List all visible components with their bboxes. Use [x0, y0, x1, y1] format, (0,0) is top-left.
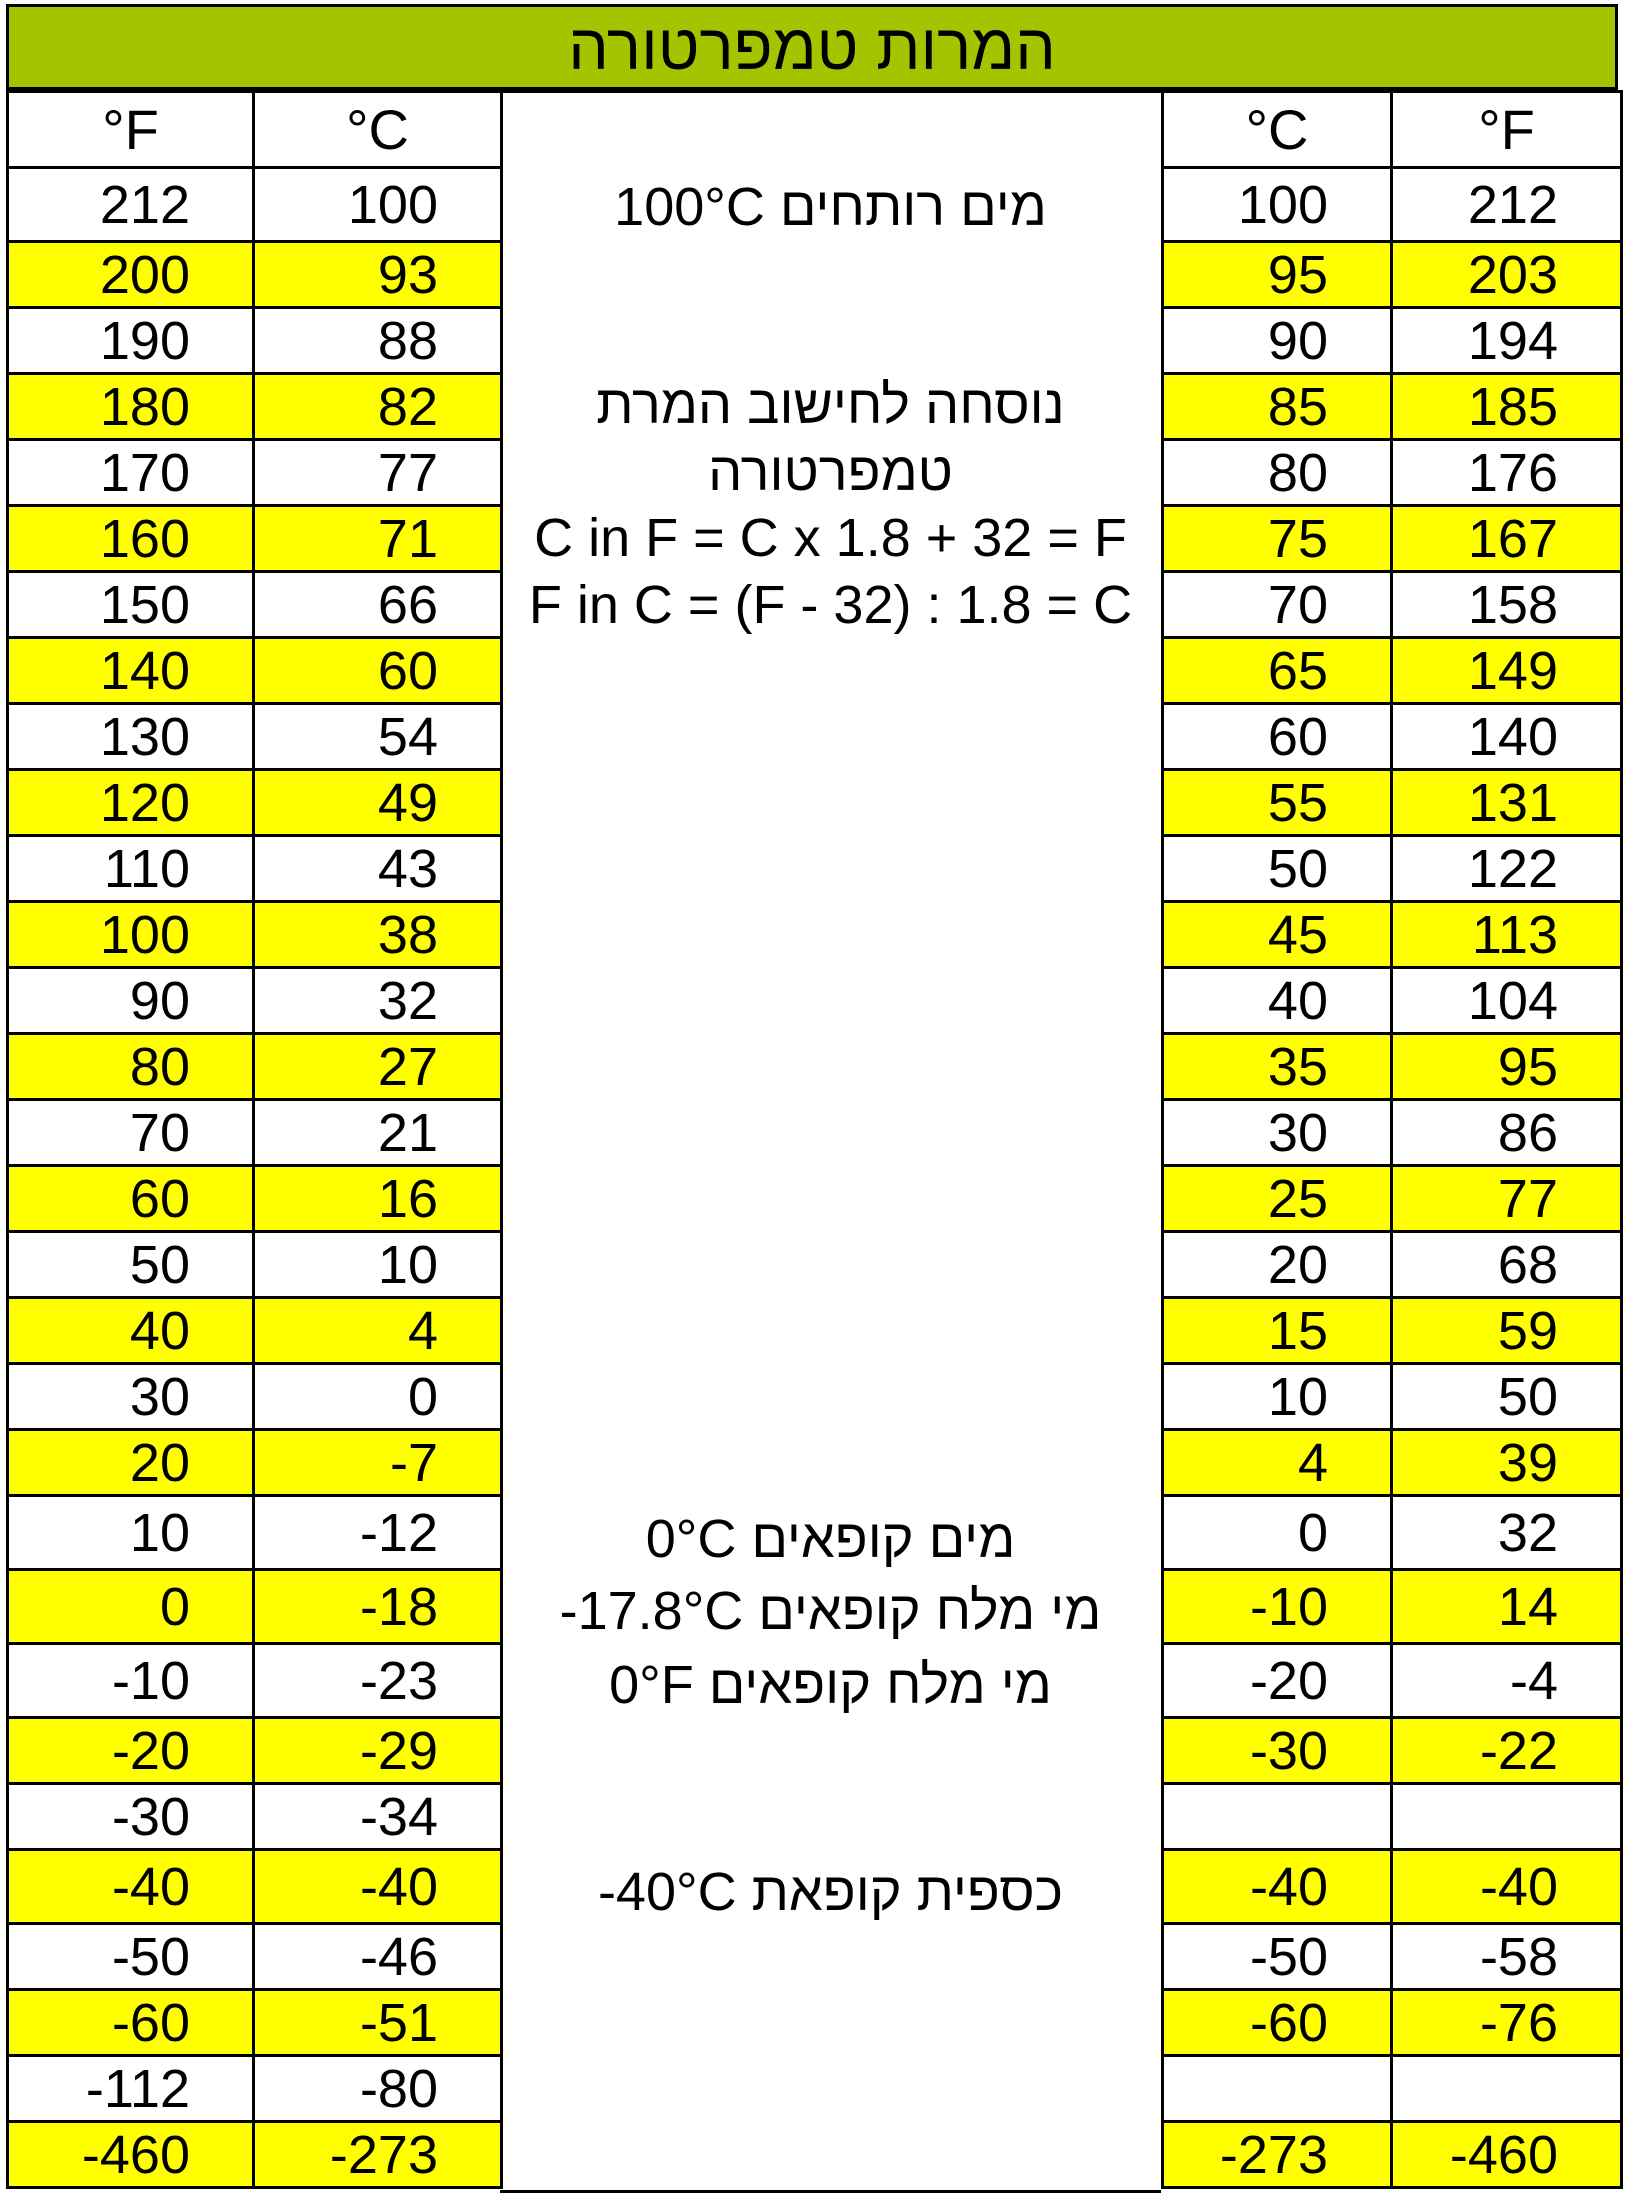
table-row — [8, 1232, 502, 1298]
table-row — [8, 902, 502, 968]
left-conversion-table — [6, 90, 503, 2189]
table-cell: 212 — [8, 168, 254, 242]
table-cell: 122 — [1392, 836, 1622, 902]
table-cell: -20 — [1163, 1644, 1392, 1718]
table-cell: 60 — [8, 1166, 254, 1232]
table-cell: 90 — [1163, 308, 1392, 374]
table-cell: -10 — [1163, 1570, 1392, 1644]
left-table-header-cell: °F — [8, 92, 254, 168]
table-cell: -40 — [1163, 1850, 1392, 1924]
table-cell: 110 — [8, 836, 254, 902]
table-cell: 120 — [8, 770, 254, 836]
table-cell: 194 — [1392, 308, 1622, 374]
note-formula-title-2: טמפרטורה — [708, 442, 953, 502]
table-cell: 176 — [1392, 440, 1622, 506]
table-cell: -46 — [254, 1924, 502, 1990]
table-cell: 70 — [1163, 572, 1392, 638]
note-salt-freezing-c: -17.8°C מי מלח קופאים — [559, 1581, 1102, 1641]
table-cell: 21 — [254, 1100, 502, 1166]
table-cell: 167 — [1392, 506, 1622, 572]
table-cell: -50 — [1163, 1924, 1392, 1990]
right-table-header-cell: °C — [1163, 92, 1392, 168]
table-cell: -22 — [1392, 1718, 1622, 1784]
table-row — [8, 2056, 502, 2122]
table-cell: 35 — [1163, 1034, 1392, 1100]
table-cell: 10 — [8, 1496, 254, 1570]
table-cell: 80 — [8, 1034, 254, 1100]
table-cell: -29 — [254, 1718, 502, 1784]
note-freezing: 0°C מים קופאים — [645, 1509, 1016, 1569]
table-row — [1163, 1850, 1622, 1924]
note-salt-freezing-f: 0°F מי מלח קופאים — [609, 1655, 1052, 1715]
table-cell: 68 — [1392, 1232, 1622, 1298]
table-cell: -18 — [254, 1570, 502, 1644]
table-row — [1163, 1496, 1622, 1570]
table-row — [8, 168, 502, 242]
table-cell: 50 — [1392, 1364, 1622, 1430]
table-cell: -40 — [1392, 1850, 1622, 1924]
table-row — [8, 638, 502, 704]
table-cell: 130 — [8, 704, 254, 770]
table-cell — [1392, 2056, 1622, 2122]
table-cell: 10 — [254, 1232, 502, 1298]
table-cell: -30 — [8, 1784, 254, 1850]
table-cell: 80 — [1163, 440, 1392, 506]
table-cell: 40 — [1163, 968, 1392, 1034]
table-cell: 50 — [8, 1232, 254, 1298]
table-cell: -40 — [254, 1850, 502, 1924]
note-formula-c-to-f: C in F = C x 1.8 + 32 = F — [534, 508, 1127, 568]
table-row — [8, 1298, 502, 1364]
table-row — [8, 1430, 502, 1496]
table-row — [8, 1990, 502, 2056]
table-cell: 158 — [1392, 572, 1622, 638]
table-cell: -20 — [8, 1718, 254, 1784]
table-row — [1163, 1364, 1622, 1430]
table-cell: 4 — [1163, 1430, 1392, 1496]
table-row — [1163, 1298, 1622, 1364]
table-row — [8, 968, 502, 1034]
table-row — [1163, 1430, 1622, 1496]
table-row — [8, 1496, 502, 1570]
table-cell: 113 — [1392, 902, 1622, 968]
table-row — [8, 1100, 502, 1166]
table-cell: 40 — [8, 1298, 254, 1364]
table-cell: 20 — [8, 1430, 254, 1496]
table-cell: 140 — [8, 638, 254, 704]
table-cell: 140 — [1392, 704, 1622, 770]
table-cell: -30 — [1163, 1718, 1392, 1784]
table-row — [8, 1034, 502, 1100]
table-row — [1163, 1100, 1622, 1166]
left-table-header-row — [8, 92, 502, 168]
table-cell: -58 — [1392, 1924, 1622, 1990]
table-cell: 32 — [254, 968, 502, 1034]
table-cell: 95 — [1163, 242, 1392, 308]
table-row — [1163, 704, 1622, 770]
table-cell: 38 — [254, 902, 502, 968]
table-cell: -10 — [8, 1644, 254, 1718]
table-cell: -460 — [1392, 2122, 1622, 2188]
table-row — [8, 308, 502, 374]
table-cell: 88 — [254, 308, 502, 374]
table-cell: 100 — [254, 168, 502, 242]
table-cell: 200 — [8, 242, 254, 308]
table-cell: 100 — [1163, 168, 1392, 242]
table-cell: 59 — [1392, 1298, 1622, 1364]
table-cell: -460 — [8, 2122, 254, 2188]
table-row — [8, 374, 502, 440]
table-cell: -50 — [8, 1924, 254, 1990]
table-row — [1163, 440, 1622, 506]
table-cell: 10 — [1163, 1364, 1392, 1430]
table-cell: 39 — [1392, 1430, 1622, 1496]
table-cell: -7 — [254, 1430, 502, 1496]
table-cell: 203 — [1392, 242, 1622, 308]
table-row — [1163, 1784, 1622, 1850]
table-row — [8, 440, 502, 506]
table-cell: 160 — [8, 506, 254, 572]
table-row — [1163, 1644, 1622, 1718]
table-cell: 180 — [8, 374, 254, 440]
page-title: המרות טמפרטורה — [6, 4, 1618, 90]
table-row — [1163, 1232, 1622, 1298]
table-row — [1163, 506, 1622, 572]
table-row — [1163, 2122, 1622, 2188]
right-table-header-row — [1163, 92, 1622, 168]
table-row — [8, 242, 502, 308]
table-row — [1163, 1034, 1622, 1100]
table-cell: 190 — [8, 308, 254, 374]
table-cell: 71 — [254, 506, 502, 572]
note-boiling: 100°C מים רותחים — [614, 177, 1047, 237]
table-cell: -112 — [8, 2056, 254, 2122]
table-cell: 66 — [254, 572, 502, 638]
table-row — [8, 1924, 502, 1990]
table-cell: 212 — [1392, 168, 1622, 242]
table-cell — [1163, 2056, 1392, 2122]
table-cell: 60 — [1163, 704, 1392, 770]
table-cell: -34 — [254, 1784, 502, 1850]
table-cell: -12 — [254, 1496, 502, 1570]
table-cell: 0 — [1163, 1496, 1392, 1570]
table-cell: 170 — [8, 440, 254, 506]
table-row — [1163, 308, 1622, 374]
note-mercury: -40°C כספית קופאת — [597, 1862, 1064, 1922]
table-cell: 4 — [254, 1298, 502, 1364]
table-cell: 93 — [254, 242, 502, 308]
table-row — [8, 704, 502, 770]
table-cell: 43 — [254, 836, 502, 902]
table-row — [1163, 1166, 1622, 1232]
table-cell: 25 — [1163, 1166, 1392, 1232]
table-cell: 85 — [1163, 374, 1392, 440]
table-cell: -23 — [254, 1644, 502, 1718]
table-row — [1163, 968, 1622, 1034]
table-cell: 16 — [254, 1166, 502, 1232]
table-cell: 32 — [1392, 1496, 1622, 1570]
table-cell: 75 — [1163, 506, 1392, 572]
table-row — [1163, 902, 1622, 968]
table-cell: 15 — [1163, 1298, 1392, 1364]
table-row — [1163, 836, 1622, 902]
table-cell: 30 — [1163, 1100, 1392, 1166]
right-table-header-cell: °F — [1392, 92, 1622, 168]
table-cell: -40 — [8, 1850, 254, 1924]
table-cell: -273 — [1163, 2122, 1392, 2188]
table-cell: 131 — [1392, 770, 1622, 836]
table-cell: 149 — [1392, 638, 1622, 704]
table-cell: 30 — [8, 1364, 254, 1430]
table-cell: 104 — [1392, 968, 1622, 1034]
table-cell: -273 — [254, 2122, 502, 2188]
table-row — [8, 506, 502, 572]
table-row — [8, 836, 502, 902]
table-cell: 95 — [1392, 1034, 1622, 1100]
table-cell: 82 — [254, 374, 502, 440]
table-cell: 90 — [8, 968, 254, 1034]
table-row — [8, 1166, 502, 1232]
table-cell: 27 — [254, 1034, 502, 1100]
table-row — [1163, 242, 1622, 308]
table-cell — [1163, 1784, 1392, 1850]
table-cell: 185 — [1392, 374, 1622, 440]
table-cell: 45 — [1163, 902, 1392, 968]
table-cell: 100 — [8, 902, 254, 968]
table-row — [1163, 1990, 1622, 2056]
table-cell: 60 — [254, 638, 502, 704]
note-formula-f-to-c: F in C = (F - 32) : 1.8 = C — [528, 575, 1133, 635]
table-row — [8, 1718, 502, 1784]
table-row — [8, 2122, 502, 2188]
table-cell: -80 — [254, 2056, 502, 2122]
table-row — [8, 770, 502, 836]
table-cell: 55 — [1163, 770, 1392, 836]
table-cell: -60 — [1163, 1990, 1392, 2056]
table-cell: 14 — [1392, 1570, 1622, 1644]
left-table-header-cell: °C — [254, 92, 502, 168]
table-row — [8, 1364, 502, 1430]
note-formula-title-1: נוסחה לחישוב המרת — [596, 375, 1065, 435]
table-cell: 50 — [1163, 836, 1392, 902]
table-cell: 0 — [254, 1364, 502, 1430]
table-cell: 150 — [8, 572, 254, 638]
table-cell: 54 — [254, 704, 502, 770]
table-row — [1163, 770, 1622, 836]
table-cell: -4 — [1392, 1644, 1622, 1718]
table-cell: 49 — [254, 770, 502, 836]
table-row — [1163, 1924, 1622, 1990]
table-row — [1163, 638, 1622, 704]
table-row — [8, 1784, 502, 1850]
table-row — [1163, 2056, 1622, 2122]
table-row — [8, 572, 502, 638]
right-conversion-table — [1161, 90, 1623, 2189]
table-row — [1163, 572, 1622, 638]
table-cell: -51 — [254, 1990, 502, 2056]
table-row — [1163, 374, 1622, 440]
table-row — [8, 1570, 502, 1644]
table-cell: 77 — [254, 440, 502, 506]
table-row — [1163, 1570, 1622, 1644]
table-cell: 70 — [8, 1100, 254, 1166]
table-cell: -76 — [1392, 1990, 1622, 2056]
table-row — [8, 1850, 502, 1924]
table-cell: 77 — [1392, 1166, 1622, 1232]
table-cell: -60 — [8, 1990, 254, 2056]
table-cell: 86 — [1392, 1100, 1622, 1166]
table-cell: 0 — [8, 1570, 254, 1644]
table-cell: 20 — [1163, 1232, 1392, 1298]
table-row — [1163, 1718, 1622, 1784]
table-row — [8, 1644, 502, 1718]
table-cell: 65 — [1163, 638, 1392, 704]
table-cell — [1392, 1784, 1622, 1850]
table-row — [1163, 168, 1622, 242]
